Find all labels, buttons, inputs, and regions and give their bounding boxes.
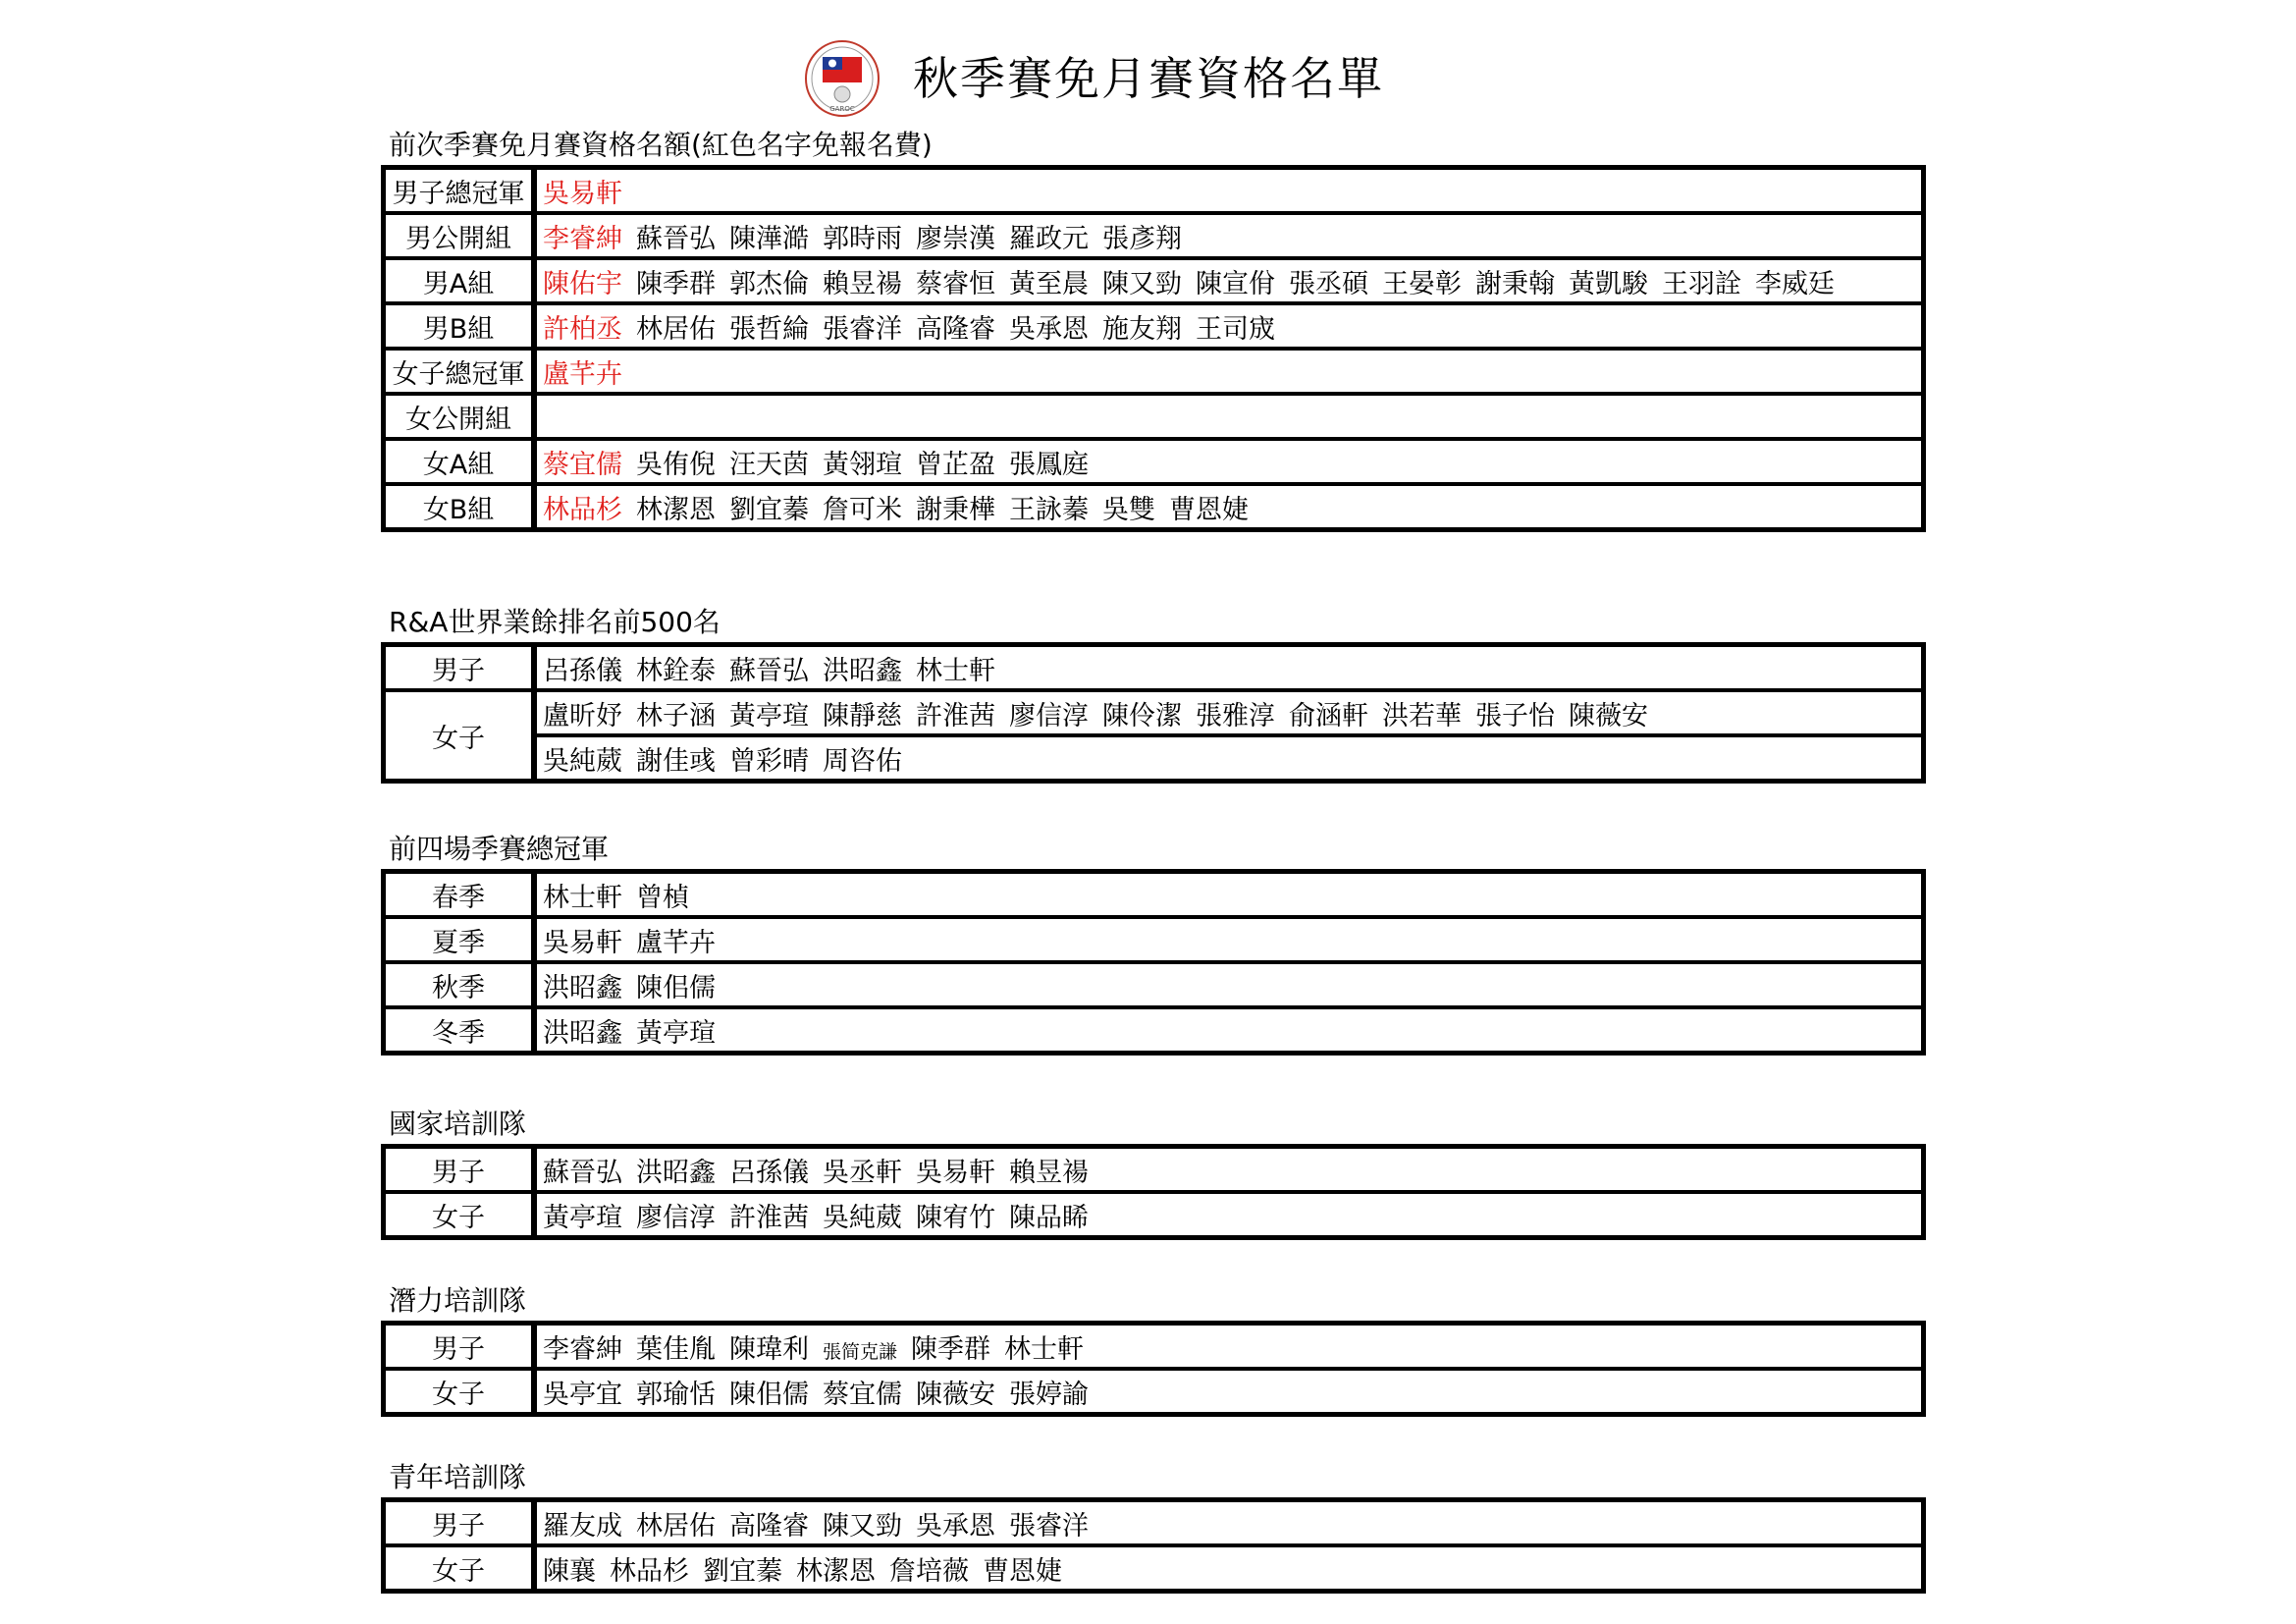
- highlighted-player-name: 吳易軒: [543, 178, 622, 209]
- player-name: 曹恩婕: [983, 1555, 1062, 1587]
- player-name: 曾楨: [636, 882, 689, 913]
- names-cell: [534, 258, 1924, 303]
- player-name: 張睿洋: [1009, 1510, 1089, 1542]
- player-name: 蘇晉弘: [729, 655, 809, 686]
- player-name: 賴昱禓: [823, 268, 902, 299]
- player-name: 黃凱駿: [1569, 268, 1648, 299]
- player-name: 吳亭宜: [543, 1379, 622, 1410]
- section-title: 前次季賽免月賽資格名額(紅色名字免報名費): [389, 129, 933, 161]
- highlighted-player-name: 林品杉: [543, 494, 622, 525]
- player-name: 洪若華: [1382, 700, 1462, 731]
- player-name: 劉宜蓁: [729, 494, 809, 525]
- player-name: 陳伶潔: [1102, 700, 1182, 731]
- category-label: 女A組: [384, 439, 535, 484]
- player-name: 黃亭瑄: [729, 700, 809, 731]
- player-name: 吳純葳: [543, 745, 622, 777]
- table-row: [384, 1500, 1924, 1546]
- names-cell: [534, 1500, 1924, 1546]
- category-label: 男B組: [384, 303, 535, 349]
- player-name: 陳襄: [543, 1555, 596, 1587]
- player-name: 林品杉: [610, 1555, 689, 1587]
- section-table: [381, 165, 1926, 532]
- category-label: 秋季: [384, 962, 535, 1007]
- player-name: 盧芊卉: [636, 927, 716, 958]
- highlighted-player-name: 蔡宜儒: [543, 449, 622, 480]
- player-name: 汪天茵: [729, 449, 809, 480]
- player-name: 高隆睿: [916, 313, 995, 345]
- player-name: 羅政元: [1009, 223, 1089, 254]
- names-cell: [534, 1545, 1924, 1592]
- player-name: 陳薇安: [916, 1379, 995, 1410]
- player-name: 呂孫儀: [729, 1157, 809, 1188]
- highlighted-player-name: 許柏丞: [543, 313, 622, 345]
- names-cell: [534, 168, 1924, 214]
- player-name: 許淮茜: [729, 1202, 809, 1233]
- player-name: 周咨佑: [823, 745, 902, 777]
- table-row: [384, 645, 1924, 691]
- section-table: [381, 1321, 1926, 1417]
- player-name: 高隆睿: [729, 1510, 809, 1542]
- names-cell: [534, 1369, 1924, 1415]
- player-name: 吳丞軒: [823, 1157, 902, 1188]
- player-name: 洪昭鑫: [543, 972, 622, 1003]
- table-row: [384, 213, 1924, 258]
- player-name: 陳又勁: [1102, 268, 1182, 299]
- player-name: 王詠蓁: [1009, 494, 1089, 525]
- names-cell: [534, 645, 1924, 691]
- player-name: 陳靜慈: [823, 700, 902, 731]
- player-name: 黃至晨: [1009, 268, 1089, 299]
- names-cell: [534, 872, 1924, 918]
- section-title: R&A世界業餘排名前500名: [389, 606, 721, 638]
- player-name: 洪昭鑫: [823, 655, 902, 686]
- section-title: 國家培訓隊: [389, 1108, 527, 1140]
- player-name: 陳薇安: [1569, 700, 1648, 731]
- player-name: 詹可米: [823, 494, 902, 525]
- player-name: 蔡睿恒: [916, 268, 995, 299]
- table-row: [384, 917, 1924, 962]
- player-name: 葉佳胤: [636, 1333, 716, 1365]
- table-row: [384, 1545, 1924, 1592]
- table-row: [384, 484, 1924, 530]
- player-name: 郭杰倫: [729, 268, 809, 299]
- player-name: 謝秉樺: [916, 494, 995, 525]
- player-name: 陳又勁: [823, 1510, 902, 1542]
- player-name: 吳純葳: [823, 1202, 902, 1233]
- category-label: 女子: [384, 1192, 535, 1238]
- association-emblem-icon: [803, 37, 881, 118]
- table-row: [384, 1192, 1924, 1238]
- section-table: [381, 869, 1926, 1056]
- player-name: 王司宬: [1196, 313, 1275, 345]
- player-name: 賴昱禓: [1009, 1157, 1089, 1188]
- section-title: 青年培訓隊: [389, 1461, 527, 1493]
- player-name: 張哲綸: [729, 313, 809, 345]
- player-name: 林居佑: [636, 1510, 716, 1542]
- player-name: 謝秉翰: [1475, 268, 1555, 299]
- table-row: [384, 1324, 1924, 1370]
- player-name: 呂孫儀: [543, 655, 622, 686]
- player-name: 林士軒: [916, 655, 995, 686]
- names-cell: [534, 1007, 1924, 1054]
- player-name: 陳宣佾: [1196, 268, 1275, 299]
- player-name: 羅友成: [543, 1510, 622, 1542]
- names-cell: [534, 690, 1924, 735]
- player-name: 蘇晉弘: [543, 1157, 622, 1188]
- section-title: 潛力培訓隊: [389, 1284, 527, 1317]
- player-name: 林居佑: [636, 313, 716, 345]
- player-name: 林士軒: [543, 882, 622, 913]
- player-name: 張彥翔: [1102, 223, 1182, 254]
- category-label: 男子總冠軍: [384, 168, 535, 214]
- player-name: 張雅淳: [1196, 700, 1275, 731]
- player-name: 廖信淳: [1009, 700, 1089, 731]
- section-2: [381, 830, 1926, 1056]
- player-name: 張简克謙: [823, 1340, 898, 1363]
- names-cell: [534, 1147, 1924, 1193]
- category-label: 男子: [384, 1500, 535, 1546]
- names-cell: [534, 962, 1924, 1007]
- player-name: 林士軒: [1004, 1333, 1085, 1365]
- player-name: 吳承恩: [916, 1510, 995, 1542]
- category-label: 春季: [384, 872, 535, 918]
- player-name: 王晏彰: [1382, 268, 1462, 299]
- player-name: 吳易軒: [916, 1157, 995, 1188]
- player-name: 盧昕妤: [543, 700, 622, 731]
- player-name: 陳季群: [636, 268, 716, 299]
- player-name: 李威廷: [1755, 268, 1835, 299]
- player-name: 張子怡: [1475, 700, 1555, 731]
- table-row: [384, 962, 1924, 1007]
- player-name: 陳宥竹: [916, 1202, 995, 1233]
- category-label: 女子: [384, 1545, 535, 1592]
- names-cell: [534, 1324, 1924, 1370]
- player-name: 郭瑜恬: [636, 1379, 716, 1410]
- player-name: 林潔恩: [636, 494, 716, 525]
- names-cell: [534, 484, 1924, 530]
- category-label: 冬季: [384, 1007, 535, 1054]
- player-name: 陳瑋利: [729, 1333, 809, 1365]
- page-title: 秋季賽免月賽資格名單: [913, 52, 1384, 105]
- category-label: 男子: [384, 1147, 535, 1193]
- player-name: 蔡宜儒: [823, 1379, 902, 1410]
- player-name: 陳佀儒: [636, 972, 716, 1003]
- names-cell: [534, 439, 1924, 484]
- page-header: [0, 37, 2296, 126]
- category-label: 男公開組: [384, 213, 535, 258]
- table-row: [384, 1369, 1924, 1415]
- table-row: [384, 303, 1924, 349]
- player-name: 謝佳彧: [636, 745, 716, 777]
- player-name: 洪昭鑫: [543, 1017, 622, 1049]
- player-name: 吳雙: [1102, 494, 1155, 525]
- names-cell: [534, 303, 1924, 349]
- category-label: 男子: [384, 1324, 535, 1370]
- player-name: 曹恩婕: [1169, 494, 1249, 525]
- player-name: 林子涵: [636, 700, 716, 731]
- player-name: 陳澕澔: [729, 223, 809, 254]
- section-4: [381, 1281, 1926, 1417]
- player-name: 林銓泰: [636, 655, 716, 686]
- player-name: 黃翎瑄: [823, 449, 902, 480]
- category-label: 女子總冠軍: [384, 349, 535, 394]
- table-row: [384, 258, 1924, 303]
- player-name: 洪昭鑫: [636, 1157, 716, 1188]
- emblem-text: GAROC: [829, 105, 855, 113]
- player-name: 吳承恩: [1009, 313, 1089, 345]
- player-name: 施友翔: [1102, 313, 1182, 345]
- player-name: 陳季群: [911, 1333, 991, 1365]
- player-name: 黃亭瑄: [636, 1017, 716, 1049]
- category-label: 女子: [384, 690, 535, 782]
- category-label: 女B組: [384, 484, 535, 530]
- table-row: [384, 394, 1924, 439]
- player-name: 張丞碩: [1289, 268, 1368, 299]
- player-name: 廖信淳: [636, 1202, 716, 1233]
- category-label: 女公開組: [384, 394, 535, 439]
- player-name: 劉宜蓁: [703, 1555, 782, 1587]
- section-0: [381, 126, 1926, 532]
- table-row: [384, 872, 1924, 918]
- names-cell: [534, 917, 1924, 962]
- highlighted-player-name: 陳佑宇: [543, 268, 622, 299]
- section-5: [381, 1458, 1926, 1594]
- names-cell: [534, 349, 1924, 394]
- names-cell: [534, 213, 1924, 258]
- highlighted-player-name: 李睿紳: [543, 223, 622, 254]
- player-name: 廖崇漢: [916, 223, 995, 254]
- player-name: 張睿洋: [823, 313, 902, 345]
- names-cell: [534, 394, 1924, 439]
- category-label: 男子: [384, 645, 535, 691]
- section-table: [381, 1497, 1926, 1594]
- section-3: [381, 1105, 1926, 1240]
- player-name: 王羽詮: [1662, 268, 1741, 299]
- table-row: [384, 168, 1924, 214]
- category-label: 夏季: [384, 917, 535, 962]
- player-name: 曾彩晴: [729, 745, 809, 777]
- player-name: 曾芷盈: [916, 449, 995, 480]
- player-name: 張鳳庭: [1009, 449, 1089, 480]
- table-row: [384, 690, 1924, 735]
- section-table: [381, 642, 1926, 784]
- player-name: 詹培薇: [889, 1555, 969, 1587]
- table-row: [384, 1147, 1924, 1193]
- player-name: 郭時雨: [823, 223, 902, 254]
- table-row: [384, 439, 1924, 484]
- player-name: 張婷諭: [1009, 1379, 1089, 1410]
- player-name: 俞涵軒: [1289, 700, 1368, 731]
- names-cell: [534, 735, 1924, 782]
- table-row: [384, 735, 1924, 782]
- names-cell: [534, 1192, 1924, 1238]
- player-name: 吳侑倪: [636, 449, 716, 480]
- section-table: [381, 1144, 1926, 1240]
- player-name: 蘇晉弘: [636, 223, 716, 254]
- player-name: 林潔恩: [796, 1555, 876, 1587]
- table-row: [384, 1007, 1924, 1054]
- player-name: 李睿紳: [543, 1333, 622, 1365]
- player-name: 陳品睎: [1009, 1202, 1089, 1233]
- player-name: 黃亭瑄: [543, 1202, 622, 1233]
- highlighted-player-name: 盧芊卉: [543, 358, 622, 390]
- player-name: 陳佀儒: [729, 1379, 809, 1410]
- category-label: 男A組: [384, 258, 535, 303]
- section-1: [381, 603, 1926, 784]
- category-label: 女子: [384, 1369, 535, 1415]
- player-name: 吳易軒: [543, 927, 622, 958]
- player-name: 許淮茜: [916, 700, 995, 731]
- section-title: 前四場季賽總冠軍: [389, 833, 610, 865]
- table-row: [384, 349, 1924, 394]
